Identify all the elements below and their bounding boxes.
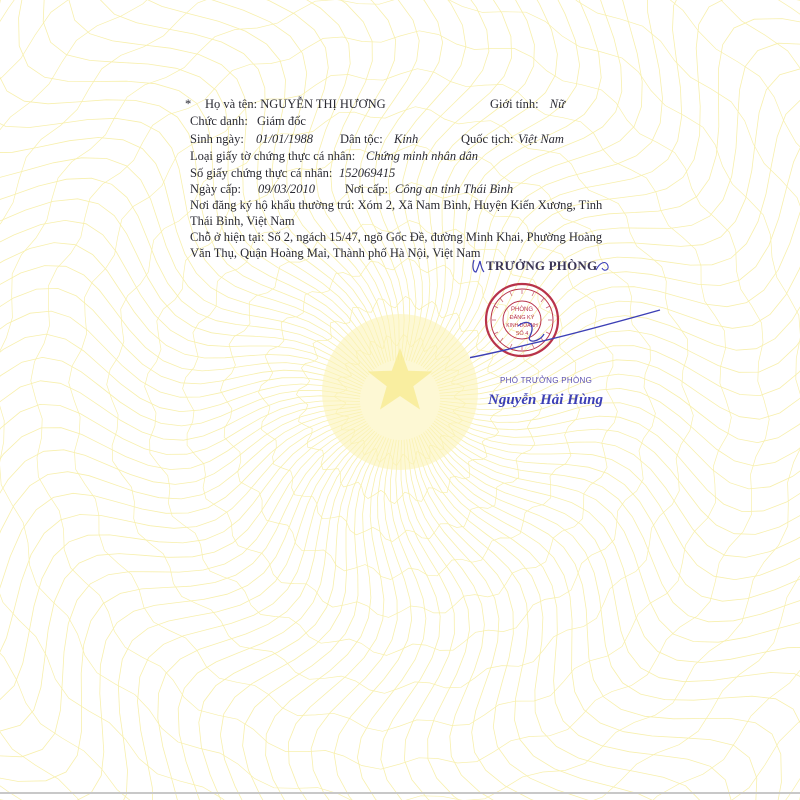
nationality-label-cell xyxy=(461,132,513,147)
dob-value-cell xyxy=(256,132,313,147)
nationality-value-cell xyxy=(518,132,564,147)
ethnicity-label: Dân tộc: xyxy=(340,132,383,146)
permanent-value-line1: Xóm 2, Xã Nam Bình, Huyện Kiến Xương, Tỉnh xyxy=(357,198,603,212)
issue-date-label-cell xyxy=(190,182,241,197)
issue-place-label: Nơi cấp: xyxy=(345,182,389,196)
initials-scribble xyxy=(473,260,484,272)
current-row-1 xyxy=(190,230,602,245)
name-value: NGUYỄN THỊ HƯƠNG xyxy=(260,97,386,111)
issue-place-value: Công an tỉnh Thái Bình xyxy=(395,182,514,196)
position-label: Chức danh: xyxy=(190,114,248,128)
signature-block xyxy=(470,258,670,418)
id-number-value: 152069415 xyxy=(339,166,396,180)
current-value-line1: Số 2, ngách 15/47, ngõ Gốc Đề, đường Minh Khai, Phường Hoàng xyxy=(267,230,603,244)
signer-name: Nguyễn Hải Hùng xyxy=(488,392,604,408)
bullet-marker xyxy=(185,97,191,112)
id-number-value-cell xyxy=(339,166,395,181)
dob-value: 01/01/1988 xyxy=(256,132,313,146)
ethnicity-label-cell xyxy=(340,132,383,147)
id-type-label-cell xyxy=(190,149,355,164)
stamp-text-line2: ĐĂNG KÝ xyxy=(509,315,535,321)
id-number-label: Số giấy chứng thực cá nhân: xyxy=(190,166,333,180)
stamp-text-line4: SỐ 4 xyxy=(515,331,529,337)
issue-date-label: Ngày cấp: xyxy=(190,182,242,196)
name-label: Họ và tên: xyxy=(205,97,258,111)
permanent-row-2 xyxy=(190,214,295,229)
stamp-text-line3: KINH DOANH xyxy=(506,323,538,329)
issue-date-value-cell xyxy=(258,182,315,197)
current-value-line2: Văn Thụ, Quận Hoàng Mai, Thành phố Hà Nội, Việt Nam xyxy=(190,246,481,260)
signature-title: TRƯỞNG PHÒNG xyxy=(486,258,598,273)
gender-label: Giới tính: xyxy=(490,97,539,111)
dob-label: Sinh ngày: xyxy=(190,132,244,146)
position-row xyxy=(190,114,306,129)
ethnicity-value-cell xyxy=(394,132,418,147)
gender-row xyxy=(490,97,565,112)
issue-place-value-cell xyxy=(395,182,513,197)
id-number-label-cell xyxy=(190,166,332,181)
deputy-title: PHÓ TRƯỞNG PHÒNG xyxy=(500,376,593,385)
signature-stroke xyxy=(470,310,660,366)
bullet-text: * xyxy=(185,97,192,111)
official-stamp xyxy=(486,284,558,356)
dob-label-cell xyxy=(190,132,244,147)
permanent-value-line2: Thái Bình, Việt Nam xyxy=(190,214,295,228)
id-type-label: Loại giấy tờ chứng thực cá nhân: xyxy=(190,149,356,163)
nationality-value: Việt Nam xyxy=(518,132,564,146)
nationality-label: Quốc tịch: xyxy=(461,132,514,146)
stamp-text-line1: PHÒNG xyxy=(510,307,534,313)
position-value: Giám đốc xyxy=(256,114,306,128)
name-row xyxy=(205,97,386,112)
permanent-label: Nơi đăng ký hộ khẩu thường trú: xyxy=(190,198,355,212)
gender-value: Nữ xyxy=(549,97,565,111)
permanent-row-1 xyxy=(190,198,602,213)
current-row-2 xyxy=(190,246,481,261)
id-type-value-cell xyxy=(366,149,478,164)
issue-date-value: 09/03/2010 xyxy=(258,182,315,196)
title-flourish xyxy=(596,263,608,271)
ethnicity-value: Kinh xyxy=(394,132,419,146)
current-label: Chỗ ở hiện tại: xyxy=(190,230,265,244)
id-type-value: Chứng minh nhân dân xyxy=(366,149,479,163)
issue-place-label-cell xyxy=(345,182,388,197)
page-bottom-edge xyxy=(0,792,800,794)
